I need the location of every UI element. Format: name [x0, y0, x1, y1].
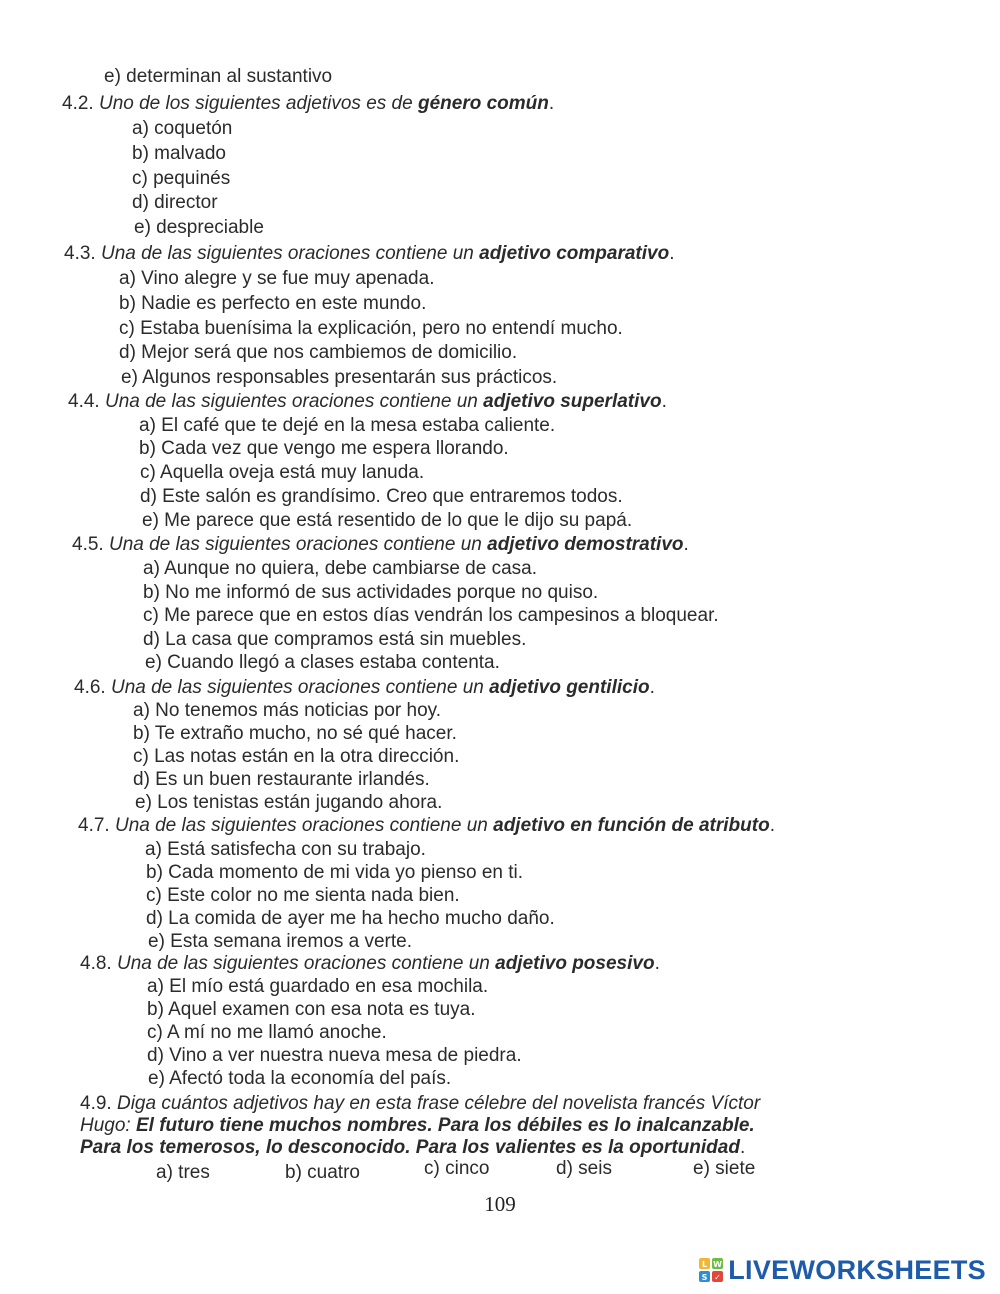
question-number: 4.4. [68, 391, 100, 412]
q4-9-option: d) seis [556, 1158, 612, 1179]
q4-6-option: e) Los tenistas están jugando ahora. [135, 792, 443, 813]
question-stem: Una de las siguientes oraciones contiene un [104, 391, 484, 412]
question-4-9 [80, 1093, 942, 1115]
svg-text:✓: ✓ [714, 1273, 722, 1282]
question-stem: Una de las siguientes oraciones contiene un [100, 243, 480, 264]
q4-7-option: b) Cada momento de mi vida yo pienso en ti. [146, 862, 524, 883]
q4-1-option-e: e) determinan al sustantivo [104, 66, 333, 87]
page-number: 109 [484, 1192, 516, 1216]
question-keyword: género común [417, 93, 549, 114]
question-4-3: 4.3. Una de las siguientes oraciones contiene un adjetivo comparativo. [64, 243, 675, 264]
question-number: 4.9. [80, 1093, 112, 1114]
q4-6-option: d) Es un buen restaurante irlandés. [133, 769, 430, 790]
question-keyword: adjetivo superlativo [483, 391, 662, 412]
q4-2-option: e) despreciable [134, 217, 264, 238]
q4-5-option: d) La casa que compramos está sin muebles. [143, 629, 527, 650]
q4-2-option: c) pequinés [132, 168, 231, 189]
question-stem: Uno de los siguientes adjetivos es de [98, 93, 418, 114]
q4-5-option: c) Me parece que en estos días vendrán los campesinos a bloquear. [143, 605, 719, 626]
brand-name: LIVEWORKSHEETS [728, 1254, 986, 1285]
question-4-6: 4.6. Una de las siguientes oraciones contiene un adjetivo gentilicio. [74, 677, 655, 698]
question-4-5: 4.5. Una de las siguientes oraciones contiene un adjetivo demostrativo. [72, 534, 689, 555]
q4-6-option: a) No tenemos más noticias por hoy. [133, 700, 442, 721]
question-stem: Una de las siguientes oraciones contiene un [110, 677, 490, 698]
question-4-8: 4.8. Una de las siguientes oraciones contiene un adjetivo posesivo. [80, 953, 660, 974]
question-keyword: adjetivo comparativo [479, 243, 670, 264]
question-keyword: adjetivo gentilicio [489, 677, 650, 698]
q4-8-option: a) El mío está guardado en esa mochila. [147, 976, 489, 997]
question-stem: Una de las siguientes oraciones contiene un [108, 534, 488, 555]
q4-2-option: b) malvado [132, 143, 226, 164]
q4-4-option: e) Me parece que está resentido de lo que le dijo su papá. [142, 510, 633, 531]
question-4-4: 4.4. Una de las siguientes oraciones contiene un adjetivo superlativo. [68, 391, 667, 412]
q4-9-option: b) cuatro [285, 1162, 360, 1183]
question-stem: Diga cuántos adjetivos hay en esta frase célebre del novelista francés Víctor [116, 1093, 761, 1114]
q4-4-option: d) Este salón es grandísimo. Creo que entraremos todos. [140, 486, 623, 507]
liveworksheets-logo-icon [698, 1257, 724, 1283]
q4-8-option: e) Afectó toda la economía del país. [148, 1068, 452, 1089]
question-number: 4.6. [74, 677, 106, 698]
q4-3-option: c) Estaba buenísima la explicación, pero no entendí mucho. [119, 318, 623, 339]
question-number: 4.5. [72, 534, 104, 555]
q4-7-option: a) Está satisfecha con su trabajo. [145, 839, 426, 860]
q4-8-option: b) Aquel examen con esa nota es tuya. [147, 999, 476, 1020]
question-4-7: 4.7. Una de las siguientes oraciones contiene un adjetivo en función de atributo. [78, 815, 775, 836]
question-number: 4.2. [62, 93, 94, 114]
q4-5-option: b) No me informó de sus actividades porque no quiso. [143, 582, 599, 603]
q4-9-option: c) cinco [424, 1158, 490, 1179]
question-keyword: adjetivo en función de atributo [493, 815, 770, 836]
question-4-9-quote-line-1 [80, 1115, 942, 1137]
q4-5-option: e) Cuando llegó a clases estaba contenta. [145, 652, 500, 673]
q4-2-option: a) coquetón [132, 118, 233, 139]
q4-3-option: e) Algunos responsables presentarán sus prácticos. [121, 367, 558, 388]
quote-text: Para los temerosos, lo desconocido. Para los valientes es la oportunidad [80, 1137, 740, 1158]
q4-6-option: b) Te extraño mucho, no sé qué hacer. [133, 723, 457, 744]
svg-text:L: L [702, 1260, 708, 1269]
q4-5-option: a) Aunque no quiera, debe cambiarse de casa. [143, 558, 537, 579]
q4-2-option: d) director [132, 192, 218, 213]
svg-text:S: S [701, 1273, 708, 1282]
q4-9-option: e) siete [693, 1158, 756, 1179]
question-stem: Una de las siguientes oraciones contiene un [116, 953, 496, 974]
quote-text: El futuro tiene muchos nombres. Para los débiles es lo inalcanzable. [135, 1115, 755, 1136]
svg-text:W: W [713, 1260, 723, 1269]
q4-3-option: b) Nadie es perfecto en este mundo. [119, 293, 427, 314]
q4-3-option: a) Vino alegre y se fue muy apenada. [119, 268, 435, 289]
q4-8-option: d) Vino a ver nuestra nueva mesa de piedra. [147, 1045, 522, 1066]
q4-4-option: a) El café que te dejé en la mesa estaba caliente. [139, 415, 556, 436]
quote-author: Hugo: [80, 1115, 136, 1136]
q4-8-option: c) A mí no me llamó anoche. [147, 1022, 387, 1043]
q4-4-option: c) Aquella oveja está muy lanuda. [140, 462, 425, 483]
q4-7-option: c) Este color no me sienta nada bien. [146, 885, 460, 906]
q4-4-option: b) Cada vez que vengo me espera llorando. [139, 438, 509, 459]
q4-9-option: a) tres [156, 1162, 210, 1183]
q4-3-option: d) Mejor será que nos cambiemos de domicilio. [119, 342, 518, 363]
question-number: 4.8. [80, 953, 112, 974]
q4-6-option: c) Las notas están en la otra dirección. [133, 746, 460, 767]
question-4-9-quote-line-2: Para los temerosos, lo desconocido. Para los valientes es la oportunidad. [80, 1137, 746, 1158]
liveworksheets-brand[interactable] [698, 1253, 986, 1287]
q4-7-option: e) Esta semana iremos a verte. [148, 931, 412, 952]
question-number: 4.7. [78, 815, 110, 836]
question-keyword: adjetivo posesivo [495, 953, 655, 974]
question-number: 4.3. [64, 243, 96, 264]
question-stem: Una de las siguientes oraciones contiene un [114, 815, 494, 836]
question-keyword: adjetivo demostrativo [487, 534, 684, 555]
q4-7-option: d) La comida de ayer me ha hecho mucho daño. [146, 908, 555, 929]
question-4-2: 4.2. Uno de los siguientes adjetivos es de género común. [62, 93, 555, 114]
